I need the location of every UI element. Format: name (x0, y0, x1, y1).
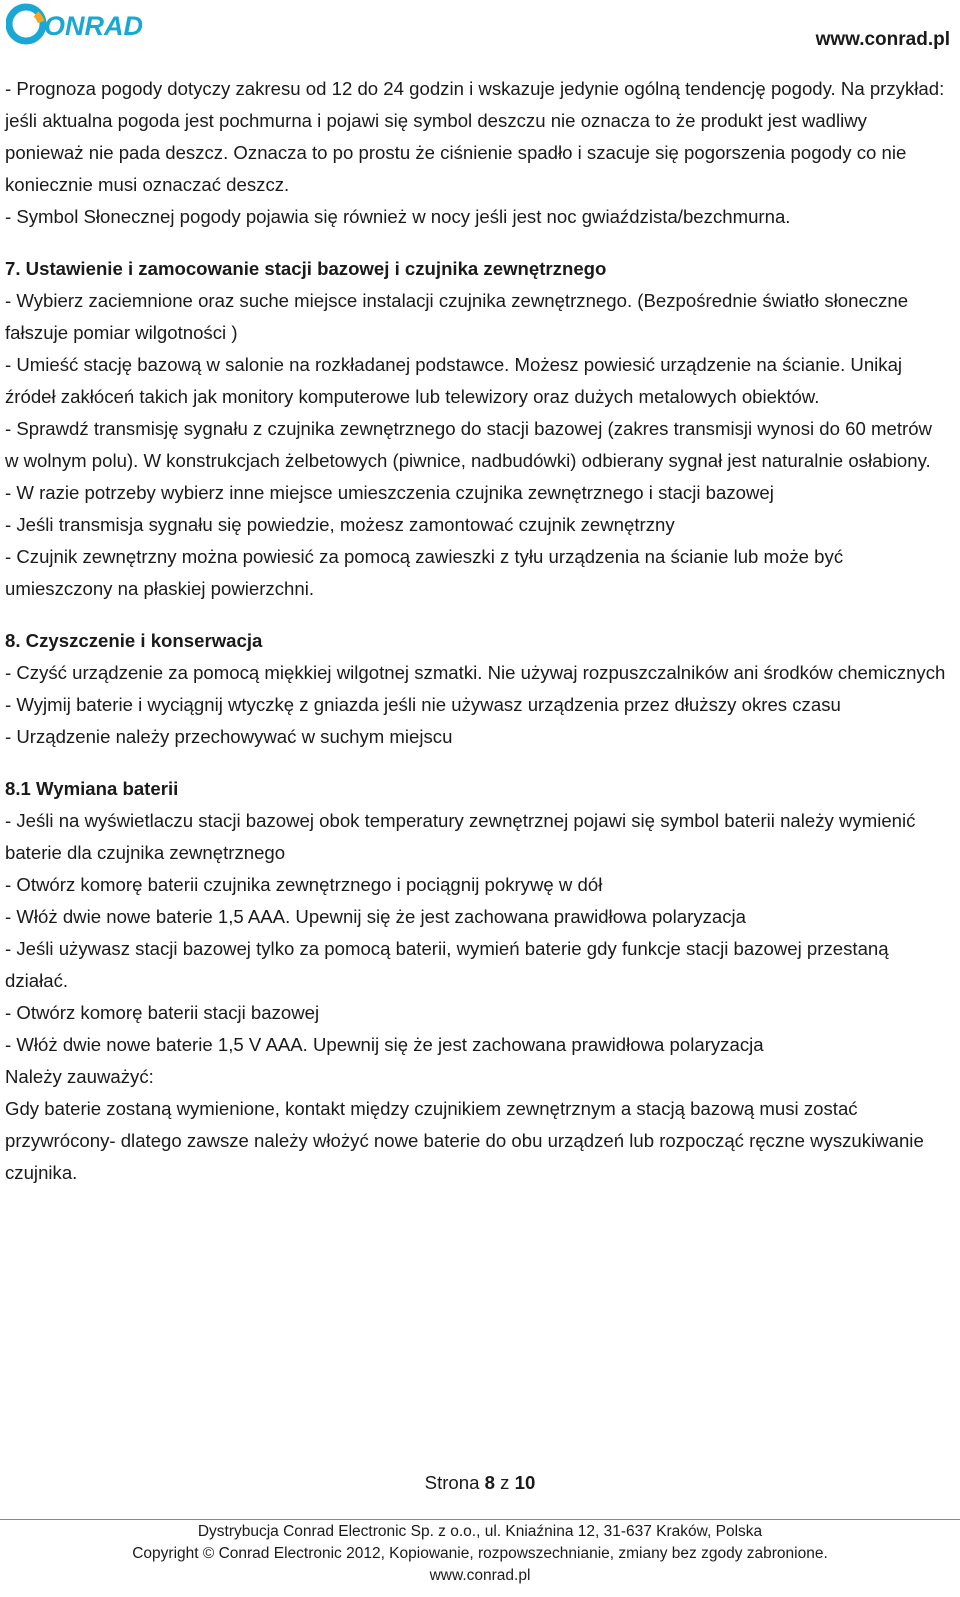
footer-text (0, 1521, 960, 1587)
page-current: 8 (484, 1472, 495, 1493)
page-total: 10 (514, 1472, 536, 1493)
footer-copyright: Copyright © Conrad Electronic 2012, Kopiowanie, rozpowszechnianie, zmiany bez zgody zabronione. (132, 1545, 828, 1562)
list-item: - Wybierz zaciemnione oraz suche miejsce instalacji czujnika zewnętrznego. (Bezpośrednie światło słoneczne fałszuje pomiar wilgotności ) (5, 290, 909, 343)
list-item: - Włóż dwie nowe baterie 1,5 V AAA. Upewnij się że jest zachowana prawidłowa polaryzacja (5, 1034, 764, 1055)
section-heading-8: 8. Czyszczenie i konserwacja (5, 630, 263, 651)
page-header (0, 0, 960, 60)
list-item: - Umieść stację bazową w salonie na rozkładanej podstawce. Możesz powiesić urządzenie na ścianie. Unikaj źródeł zakłóceń takich jak monitory komputerowe lub telewizory oraz dużych metalowych obiektów. (5, 354, 903, 407)
footer-url[interactable]: www.conrad.pl (429, 1567, 531, 1584)
page-number (0, 1470, 960, 1496)
page-prefix: Strona (424, 1472, 480, 1493)
list-item: - Jeśli na wyświetlaczu stacji bazowej obok temperatury zewnętrznej pojawi się symbol baterii należy wymienić baterie dla czujnika zewnętrznego (5, 810, 916, 863)
list-item: - Jeśli używasz stacji bazowej tylko za pomocą baterii, wymień baterie gdy funkcje stacji bazowej przestaną działać. (5, 938, 889, 991)
list-item: - Czujnik zewnętrzny można powiesić za pomocą zawieszki z tyłu urządzenia na ścianie lub może być umieszczony na płaskiej powierzchni. (5, 546, 844, 599)
list-item: - Włóż dwie nowe baterie 1,5 AAA. Upewnij się że jest zachowana prawidłowa polaryzacja (5, 906, 747, 927)
conrad-logo (6, 2, 166, 51)
footer-divider (0, 1519, 960, 1520)
conrad-logo-icon (6, 2, 166, 46)
section-heading-7: 7. Ustawienie i zamocowanie stacji bazowej i czujnika zewnętrznego (5, 258, 607, 279)
footer-address: Dystrybucja Conrad Electronic Sp. z o.o., ul. Kniaźnina 12, 31-637 Kraków, Polska (197, 1523, 763, 1540)
list-item: - W razie potrzeby wybierz inne miejsce umieszczenia czujnika zewnętrznego i stacji bazowej (5, 482, 774, 503)
list-item: - Otwórz komorę baterii stacji bazowej (5, 1002, 320, 1023)
page-footer (0, 1470, 960, 1496)
site-url[interactable]: www.conrad.pl (815, 29, 950, 50)
note-label: Należy zauważyć: (5, 1066, 154, 1087)
list-item: - Sprawdź transmisję sygnału z czujnika zewnętrznego do stacji bazowej (zakres transmisji wynosi do 60 metrów w wolnym polu). W konstrukcjach żelbetowych (piwnice, nadbudówki) odbierany sygnał jest naturalnie osłabiony. (5, 418, 932, 471)
document-body (5, 73, 950, 1189)
svg-text:ONRAD: ONRAD (44, 11, 143, 41)
list-item: - Jeśli transmisja sygnału się powiedzie, możesz zamontować czujnik zewnętrzny (5, 514, 675, 535)
list-item: - Otwórz komorę baterii czujnika zewnętrznego i pociągnij pokrywę w dół (5, 874, 603, 895)
section-heading-8-1: 8.1 Wymiana baterii (5, 778, 179, 799)
paragraph: - Symbol Słonecznej pogody pojawia się również w nocy jeśli jest noc gwiaździsta/bezchmurna. (5, 206, 791, 227)
list-item: - Czyść urządzenie za pomocą miękkiej wilgotnej szmatki. Nie używaj rozpuszczalników ani środków chemicznych (5, 662, 946, 683)
note-text: Gdy baterie zostaną wymienione, kontakt między czujnikiem zewnętrznym a stacją bazową musi zostać przywrócony- dlatego zawsze należy włożyć nowe baterie do obu urządzeń lub rozpocząć ręczne wyszukiwanie czujnika. (5, 1098, 924, 1183)
list-item: - Wyjmij baterie i wyciągnij wtyczkę z gniazda jeśli nie używasz urządzenia przez dłuższy okres czasu (5, 694, 841, 715)
paragraph: - Prognoza pogody dotyczy zakresu od 12 do 24 godzin i wskazuje jedynie ogólną tendencję pogody. Na przykład: jeśli aktualna pogoda jest pochmurna i pojawi się symbol deszczu nie oznacza to że produkt jest wadliwy ponieważ nie pada deszcz. Oznacza to po prostu że ciśnienie spadło i szacuje się pogorszenia pogody co nie koniecznie musi oznaczać deszcz. (5, 78, 945, 195)
list-item: - Urządzenie należy przechowywać w suchym miejscu (5, 726, 453, 747)
page-separator: z (500, 1472, 510, 1493)
